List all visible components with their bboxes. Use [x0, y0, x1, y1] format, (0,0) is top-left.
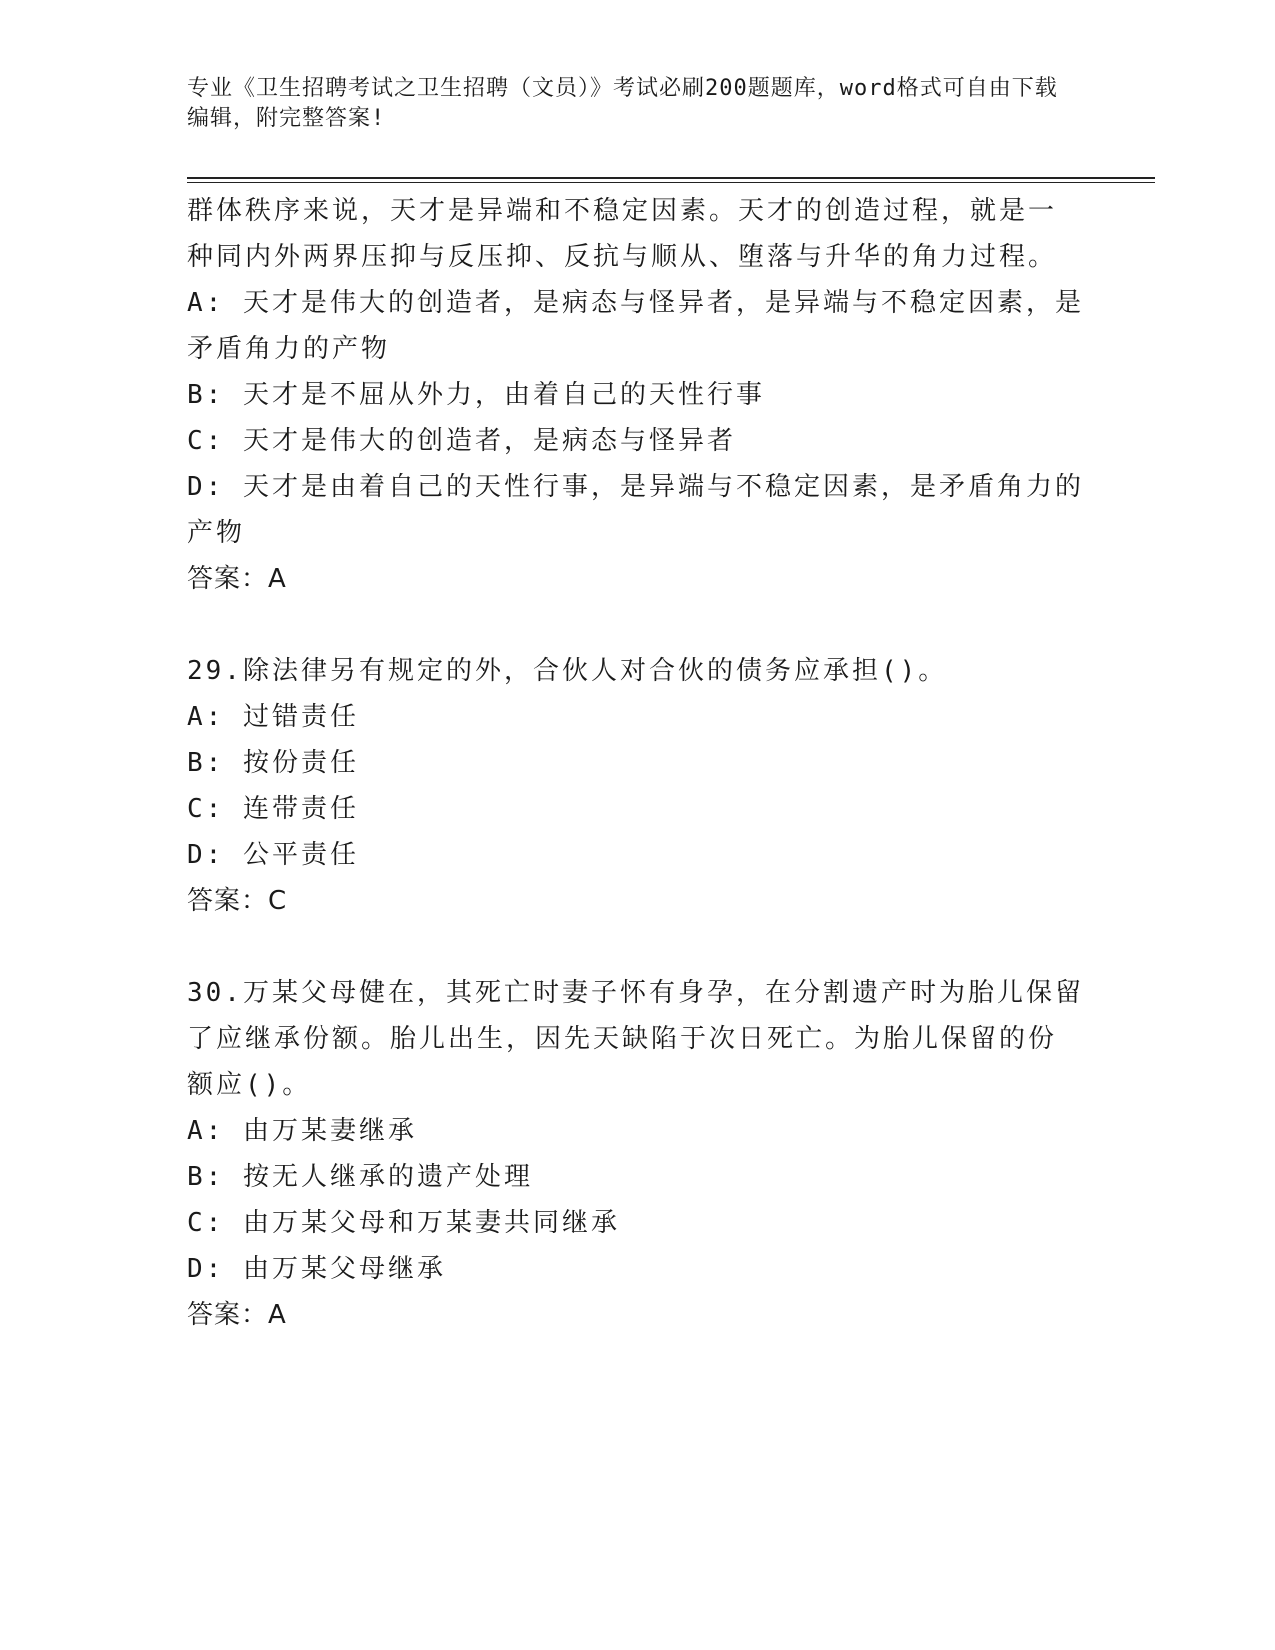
- option-a: A: 过错责任: [187, 702, 359, 732]
- header-divider-thin: [187, 182, 1155, 183]
- option-a-line: A: 天才是伟大的创造者，是病态与怪异者，是异端与不稳定因素，是: [187, 288, 1084, 318]
- option-c: C: 连带责任: [187, 794, 359, 824]
- option-a: A: 由万某妻继承: [187, 1116, 417, 1146]
- question-stem-line: 30.万某父母健在，其死亡时妻子怀有身孕，在分割遗产时为胎儿保留: [187, 978, 1084, 1008]
- answer: 答案：A: [187, 564, 287, 594]
- option-c: C: 天才是伟大的创造者，是病态与怪异者: [187, 426, 736, 456]
- option-a-line: 矛盾角力的产物: [187, 334, 391, 364]
- option-d: D: 公平责任: [187, 840, 359, 870]
- option-c: C: 由万某父母和万某妻共同继承: [187, 1208, 620, 1238]
- question-29: [187, 648, 1087, 924]
- question-28: [187, 188, 1087, 602]
- option-d-line: D: 天才是由着自己的天性行事，是异端与不稳定因素，是矛盾角力的: [187, 472, 1084, 502]
- question-stem-line: 了应继承份额。胎儿出生，因先天缺陷于次日死亡。为胎儿保留的份: [187, 1024, 1058, 1054]
- answer: 答案：C: [187, 886, 288, 916]
- question-stem: 29.除法律另有规定的外，合伙人对合伙的债务应承担()。: [187, 656, 948, 686]
- question-stem-line: 群体秩序来说，天才是异端和不稳定因素。天才的创造过程，就是一: [187, 196, 1058, 226]
- question-stem-line: 种同内外两界压抑与反压抑、反抗与顺从、堕落与升华的角力过程。: [187, 242, 1058, 272]
- question-30: [187, 970, 1087, 1338]
- header-divider: [187, 177, 1155, 179]
- answer: 答案：A: [187, 1300, 287, 1330]
- option-d-line: 产物: [187, 518, 246, 548]
- option-b: B: 按无人继承的遗产处理: [187, 1162, 533, 1192]
- option-b: B: 天才是不屈从外力，由着自己的天性行事: [187, 380, 765, 410]
- document-body: [187, 188, 1087, 1338]
- question-stem-line: 额应()。: [187, 1070, 312, 1100]
- spacer: [187, 924, 1087, 970]
- option-d: D: 由万某父母继承: [187, 1254, 446, 1284]
- option-b: B: 按份责任: [187, 748, 359, 778]
- page-header: 专业《卫生招聘考试之卫生招聘（文员）》考试必刷200题题库，word格式可自由下载编辑，附完整答案!: [187, 76, 1058, 131]
- spacer: [187, 602, 1087, 648]
